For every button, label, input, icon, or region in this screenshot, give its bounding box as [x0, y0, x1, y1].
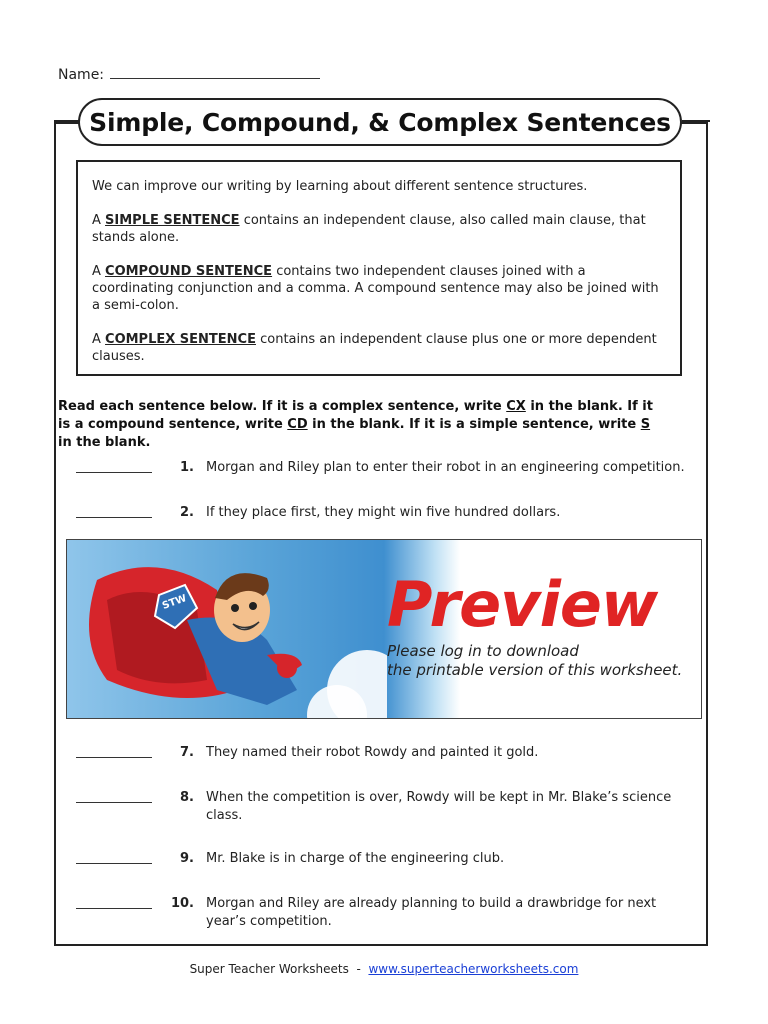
answer-blank[interactable]	[76, 789, 152, 803]
question-text: If they place first, they might win five hundred dollars.	[206, 505, 561, 520]
frame-tick-right	[682, 120, 710, 122]
footer	[0, 962, 768, 976]
answer-blank[interactable]	[76, 459, 152, 473]
preview-subtext	[387, 642, 682, 680]
question-number: 2.	[180, 505, 194, 520]
preview-banner	[66, 539, 702, 719]
intro-text: We can improve our writing by learning about different sentence structures.	[92, 179, 588, 194]
name-field	[58, 66, 320, 83]
question-text: Morgan and Riley plan to enter their robot in an engineering competition.	[206, 460, 685, 475]
footer-text: Super Teacher Worksheets -	[189, 962, 369, 976]
question-text: Mr. Blake is in charge of the engineering club.	[206, 851, 505, 866]
frame-tick-left	[54, 120, 80, 122]
term-complex: COMPLEX SENTENCE	[105, 332, 256, 347]
name-label: Name:	[58, 67, 105, 83]
question-text: When the competition is over, Rowdy will be kept in Mr. Blake’s science class.	[206, 790, 672, 823]
question-row	[76, 504, 696, 522]
preview-line-2: the printable version of this worksheet.	[387, 661, 683, 679]
question-row	[76, 850, 696, 868]
preview-heading: Preview	[387, 568, 658, 641]
mascot-badge-text: STW	[160, 593, 189, 612]
question-number: 8.	[180, 790, 194, 805]
title-banner	[78, 98, 682, 146]
question-row	[76, 459, 696, 477]
footer-link[interactable]: www.superteacherworksheets.com	[368, 962, 579, 976]
answer-blank[interactable]	[76, 744, 152, 758]
question-text: Morgan and Riley are already planning to build a drawbridge for next year’s competition.	[206, 896, 657, 929]
definition-simple: A SIMPLE SENTENCE contains an independent clause, also called main clause, that stands alone.	[92, 213, 646, 245]
term-compound: COMPOUND SENTENCE	[105, 264, 273, 279]
definition-compound: A COMPOUND SENTENCE contains two independent clauses joined with a coordinating conjunction and a comma. A compound sentence may also be joined with a semi-colon.	[92, 264, 659, 313]
page-title: Simple, Compound, & Complex Sentences	[89, 107, 671, 137]
question-row	[76, 789, 696, 825]
question-row	[76, 895, 696, 931]
question-number: 10.	[170, 896, 194, 911]
superhero-mascot-illustration	[67, 540, 387, 719]
preview-line-1: Please log in to download	[387, 642, 579, 660]
question-number: 9.	[180, 851, 194, 866]
code-s: S	[640, 417, 651, 432]
question-text: They named their robot Rowdy and painted it gold.	[206, 745, 539, 760]
code-cx: CX	[506, 399, 526, 414]
name-blank[interactable]	[110, 66, 320, 79]
question-number: 1.	[180, 460, 194, 475]
question-number: 7.	[180, 745, 194, 760]
answer-blank[interactable]	[76, 504, 152, 518]
code-cd: CD	[287, 417, 308, 432]
instructions: Read each sentence below. If it is a complex sentence, write CX in the blank. If it is a compound sentence, write CD in the blank. If it is a simple sentence, write S in the blank.	[58, 399, 653, 450]
term-simple: SIMPLE SENTENCE	[105, 213, 240, 228]
answer-blank[interactable]	[76, 895, 152, 909]
question-row	[76, 744, 696, 762]
definition-complex: A COMPLEX SENTENCE contains an independent clause plus one or more dependent clauses.	[92, 332, 657, 364]
answer-blank[interactable]	[76, 850, 152, 864]
definitions-box	[76, 160, 682, 376]
